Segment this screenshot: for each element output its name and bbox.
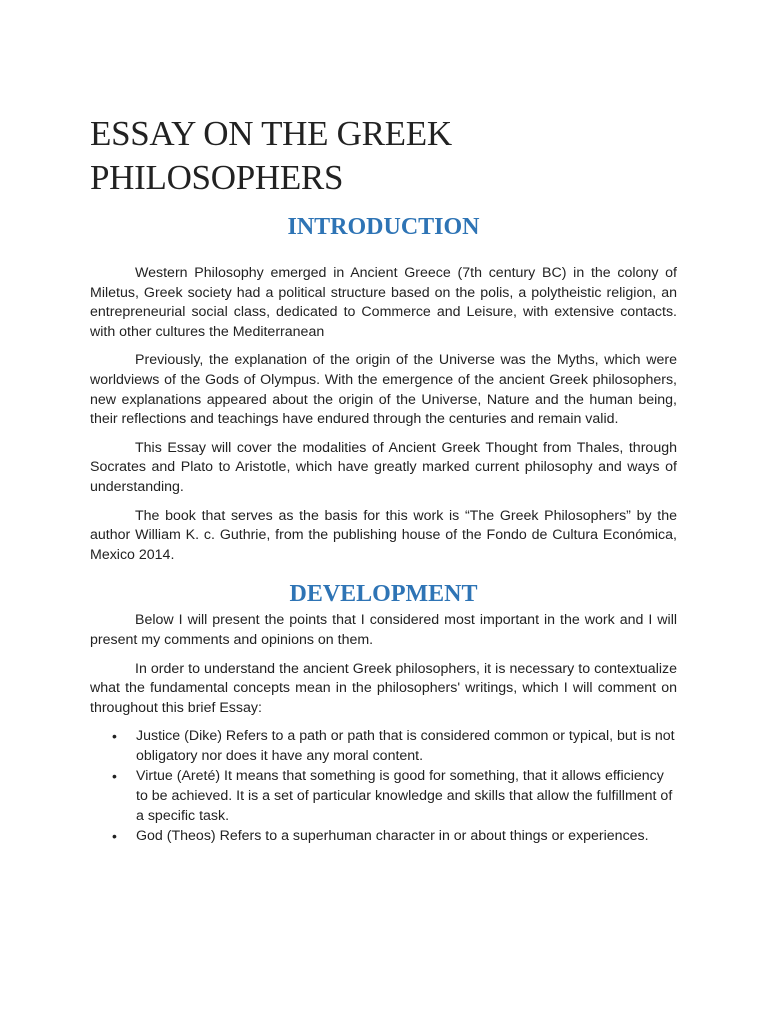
development-paragraph-2: In order to understand the ancient Greek philosophers, it is necessary to contextualize what the fundamental concepts mean in the philosophers' writings, which I will comment on throughout this brief Essay: <box>90 660 677 716</box>
bullet-icon: • <box>112 768 117 785</box>
list-item <box>90 727 677 766</box>
bullet-icon: • <box>112 728 117 745</box>
list-item <box>90 827 677 847</box>
bullet-icon: • <box>112 828 117 845</box>
development-heading: DEVELOPMENT <box>289 581 478 608</box>
intro-paragraph-1: Western Philosophy emerged in Ancient Greece (7th century BC) in the colony of Miletus, Greek society had a political structure based on the polis, a polytheistic religion, an entrepreneurial social class, dedicated to Commerce and Leisure, with extensive contacts. with other cultures the Mediterranean <box>90 265 677 340</box>
title-line-1: ESSAY ON THE GREEK <box>90 114 452 153</box>
list-item-text: Justice (Dike) Refers to a path or path that is considered common or typical, but is not obligatory nor does it have any moral content. <box>136 728 675 764</box>
intro-paragraph-3: This Essay will cover the modalities of Ancient Greek Thought from Thales, through Socrates and Plato to Aristotle, which have greatly marked current philosophy and ways of understanding. <box>90 439 677 495</box>
introduction-heading: INTRODUCTION <box>287 214 480 240</box>
development-paragraph-1: Below I will present the points that I considered most important in the work and I will present my comments and opinions on them. <box>90 612 677 648</box>
document-title <box>90 112 677 200</box>
concepts-list <box>90 727 677 847</box>
intro-paragraph-4: The book that serves as the basis for this work is “The Greek Philosophers” by the author William K. c. Guthrie, from the publishing house of the Fondo de Cultura Económica, Mexico 2014. <box>90 507 677 563</box>
list-item <box>90 767 677 826</box>
list-item-text: Virtue (Areté) It means that something is good for something, that it allows efficiency to be achieved. It is a set of particular knowledge and skills that allow the fulfillment of a specific task. <box>136 768 673 824</box>
document-page <box>90 112 677 848</box>
list-item-text: God (Theos) Refers to a superhuman character in or about things or experiences. <box>136 828 649 845</box>
title-line-2: PHILOSOPHERS <box>90 158 344 197</box>
intro-paragraph-2: Previously, the explanation of the origin of the Universe was the Myths, which were worldviews of the Gods of Olympus. With the emergence of the ancient Greek philosophers, new explanations appeared about the origin of the Universe, Nature and the human being, their reflections and teachings have endured through the centuries and remain valid. <box>90 352 677 428</box>
